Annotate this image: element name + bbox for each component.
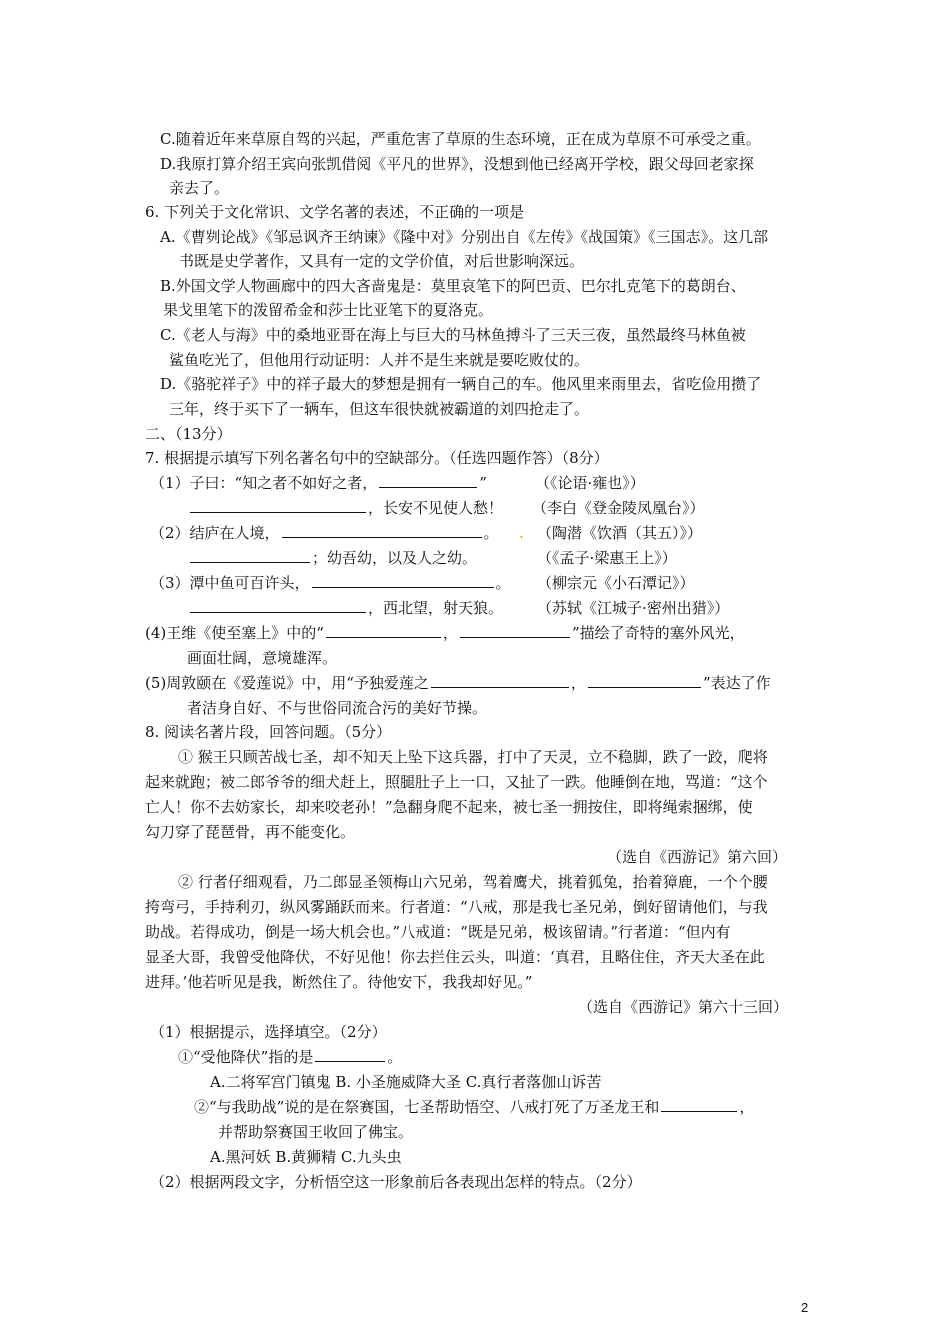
answer-blank[interactable]	[190, 497, 366, 513]
q7-line-2: ，长安不见使人愁！	[188, 497, 503, 519]
q8-passage-2-source: （选自《西游记》第六十三回）	[578, 998, 789, 1016]
answer-blank[interactable]	[190, 547, 310, 563]
q8-sub-2: （2）根据两段文字，分析悟空这一形象前后各表现出怎样的特点。（2分）	[150, 1173, 642, 1191]
q7-line-4-source: （《孟子·梁惠王上》）	[537, 549, 677, 567]
answer-blank[interactable]	[661, 1096, 737, 1112]
q6-option-b-line2: 果戈里笔下的泼留希金和莎士比亚笔下的夏洛克。	[163, 301, 494, 319]
q6-option-c-line1: C.《老人与海》中的桑地亚哥在海上与巨大的马林鱼搏斗了三天三夜，虽然最终马林鱼被	[160, 326, 746, 344]
q6-option-d-line2: 三年，终于买下了一辆车，但这车很快就被霸道的刘四抢走了。	[169, 400, 590, 418]
section-2-heading: 二、（13分）	[145, 425, 232, 443]
q6-option-d-line1: D.《骆驼祥子》中的祥子最大的梦想是拥有一辆自己的车。他风里来雨里去，省吃俭用攒了	[160, 375, 762, 393]
q7-line-6-source: （苏轼《江城子·密州出猎》）	[537, 599, 730, 617]
q6-stem: 6. 下列关于文化常识、文学名著的表述，不正确的一项是	[145, 203, 525, 221]
q8-passage-1-line1: ① 猴王只顾苦战七圣，却不知天上坠下这兵器，打中了天灵，立不稳脚，跌了一跤，爬将	[178, 748, 768, 766]
decorative-dot: .	[519, 524, 524, 542]
q8-passage-2-line5: 进拜。’他若听见是我，断然住了。待他安下，我我却好见。”	[145, 973, 533, 991]
answer-blank[interactable]	[431, 672, 569, 688]
q8-sub-1-q2-options: A.黑河妖 B.黄狮精 C.九头虫	[210, 1148, 402, 1166]
q8-passage-1-source: （选自《西游记》第六回）	[607, 848, 788, 866]
q8-sub-1-q1: ①“受他降伏”指的是 。	[178, 1048, 403, 1066]
q6-option-c-line2: 鲨鱼吃光了，但他用行动证明：人并不是生来就是要吃败仗的。	[169, 351, 590, 369]
q7-line-5-source: （柳宗元《小石潭记》）	[537, 574, 695, 592]
q7-line-8-cont: 者洁身自好、不与世俗同流合污的美好节操。	[187, 699, 488, 717]
q7-line-4: ；幼吾幼，以及人之幼。	[188, 547, 477, 569]
q8-passage-2-line2: 挎弯弓，手持利刃，纵风雾踊跃而来。行者道：“八戒，那是我七圣兄弟，倒好留请他们，与我	[145, 898, 768, 916]
q8-sub-1-q2: ②“与我助战”说的是在祭赛国，七圣帮助悟空、八戒打死了万圣龙王和 ，	[194, 1098, 755, 1116]
q8-passage-1-line2: 起来就跑；被二郎爷爷的细犬赶上，照腿肚子上一口，又扯了一跌。他睡倒在地，骂道：“这个	[145, 773, 768, 791]
q7-line-2-source: （李白《登金陵凤凰台》）	[532, 499, 705, 517]
answer-blank[interactable]	[190, 597, 366, 613]
q8-passage-1-line3: 亡人！你不去妨家长，却来咬老孙！”急翻身爬不起来，被七圣一拥按住，即将绳索捆绑，使	[145, 798, 753, 816]
answer-blank[interactable]	[315, 1046, 385, 1062]
q8-passage-2-line4: 显圣大哥，我曾受他降伏，不好见他！你去拦住云头，叫道：‘真君，且略住住，齐天大圣在此	[145, 948, 765, 966]
q8-sub-1-q2-cont: 并帮助祭赛国王收回了佛宝。	[218, 1123, 414, 1141]
q7-line-7-cont: 画面壮阔，意境雄浑。	[187, 649, 338, 667]
q7-line-6: ，西北望，射天狼。	[188, 597, 503, 619]
q7-line-3-source: （陶潜《饮酒（其五）》）	[537, 524, 703, 542]
q8-passage-2-line3: 助战。若得成功，倒是一场大机会也。”八戒道：“既是兄弟，极该留请。”行者道：“但内有	[145, 923, 731, 941]
q6-option-b-line1: B.外国文学人物画廊中的四大吝啬鬼是：莫里哀笔下的阿巴贡、巴尔扎克笔下的葛朗台、	[160, 277, 746, 295]
answer-blank[interactable]	[312, 572, 494, 588]
q5-option-c: C.随着近年来草原自驾的兴起，严重危害了草原的生态环境，正在成为草原不可承受之重。	[160, 130, 761, 148]
answer-blank[interactable]	[460, 622, 570, 638]
q6-option-a-line1: A.《曹刿论战》《邹忌讽齐王纳谏》《隆中对》分别出自《左传》《战国策》《三国志》。这几部	[160, 228, 769, 246]
q5-option-d-line1: D.我原打算介绍王宾向张凯借阅《平凡的世界》，没想到他已经离开学校，跟父母回老家探	[160, 155, 754, 173]
q7-line-5: （3）潭中鱼可百许头， 。	[150, 574, 511, 592]
q8-sub-1-q1-options: A.二将军宫门镇鬼 B. 小圣施威降大圣 C.真行者落伽山诉苦	[210, 1073, 602, 1091]
q7-line-3: （2）结庐在人境， 。	[150, 524, 499, 542]
q7-line-8: (5)周敦颐在《爱莲说》中，用“予独爱莲之 ， ”表达了作	[145, 674, 771, 692]
q8-stem: 8. 阅读名著片段，回答问题。（5分）	[145, 723, 392, 741]
q7-stem: 7. 根据提示填写下列名著名句中的空缺部分。（任选四题作答）（8分）	[145, 449, 609, 467]
q8-passage-2-line1: ② 行者仔细观看，乃二郎显圣领梅山六兄弟，驾着鹰犬，挑着狐兔，抬着獐鹿，一个个腰	[178, 873, 768, 891]
q8-passage-1-line4: 勾刀穿了琵琶骨，再不能变化。	[145, 823, 356, 841]
q5-option-d-line2: 亲去了。	[169, 179, 230, 197]
q6-option-a-line2: 书既是史学著作，又具有一定的文学价值，对后世影响深远。	[179, 252, 585, 270]
q7-line-1: （1）子曰：“知之者不如好之者， ”	[150, 474, 487, 492]
answer-blank[interactable]	[379, 472, 477, 488]
answer-blank[interactable]	[588, 672, 701, 688]
q7-line-1-source: （《论语·雍也》）	[535, 474, 645, 492]
q7-line-7: (4)王维《使至塞上》中的“ ， ”描绘了奇特的塞外风光，	[145, 624, 745, 642]
q8-sub-1: （1）根据提示，选择填空。（2分）	[150, 1023, 387, 1041]
answer-blank[interactable]	[282, 522, 482, 538]
answer-blank[interactable]	[326, 622, 441, 638]
page-number: 2	[801, 1300, 809, 1315]
